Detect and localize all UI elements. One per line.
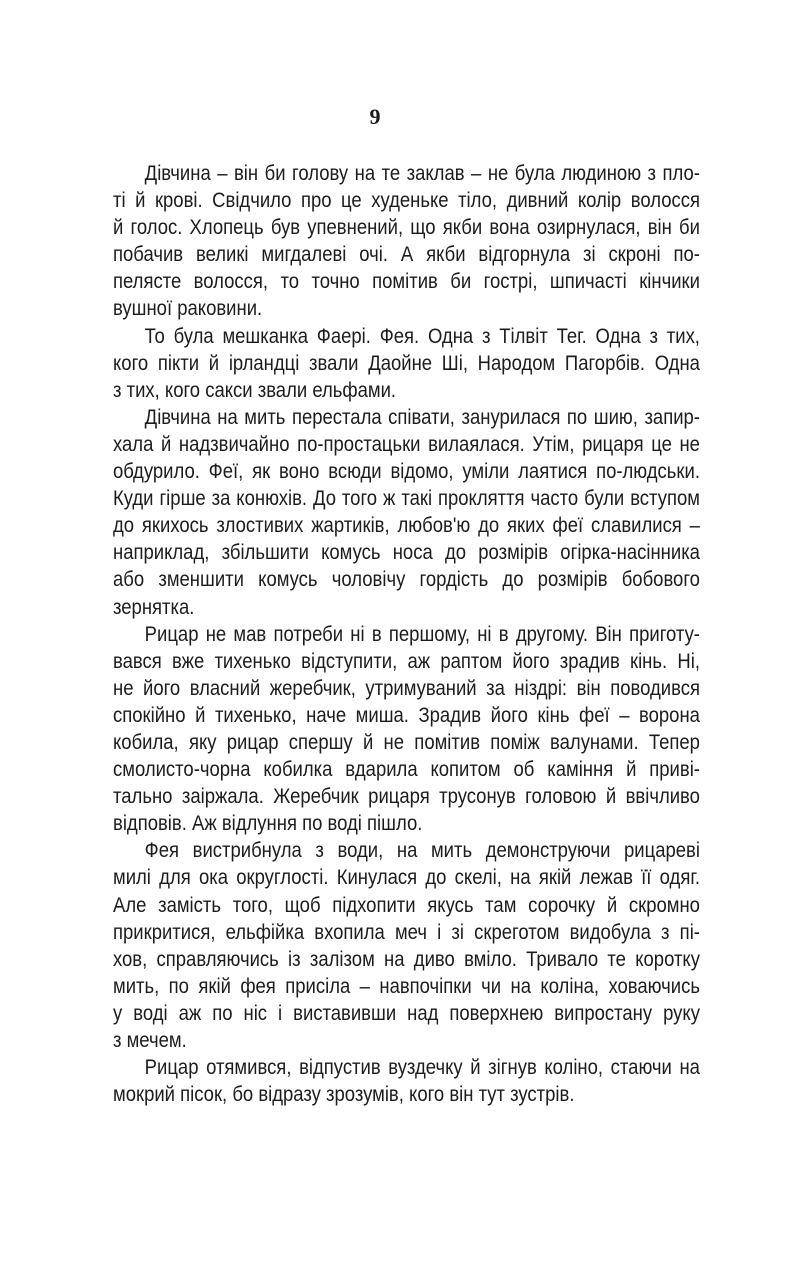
text-line: прикритися, ельфійка вхопила меч і зі скреготом видобула з пі- bbox=[113, 920, 700, 944]
text-line: хов, справляючись із залізом на диво вміло. Тривало те коротку bbox=[113, 947, 700, 971]
text-line: мить, по якій фея присіла – навпочіпки чи на коліна, ховаючись bbox=[113, 974, 700, 998]
text-line: Рицар отямився, відпустив вуздечку й зігнув коліно, стаючи на bbox=[144, 1056, 700, 1080]
text-line: Фея вистрибнула з води, на мить демонструючи рицареві bbox=[144, 839, 700, 863]
text-line: не його власний жеребчик, утримуваний за ніздрі: він поводився bbox=[113, 676, 700, 700]
paragraph bbox=[113, 323, 700, 404]
text-line: пелясте волосся, то точно помітив би гострі, шпичасті кінчики bbox=[113, 270, 700, 294]
text-line: побачив великі мигдалеві очі. А якби відгорнула зі скроні по- bbox=[113, 243, 700, 267]
text-line: до якихось злостивих жартиків, любов'ю до яких феї славилися – bbox=[113, 514, 700, 538]
text-line: Рицар не мав потреби ні в першому, ні в другому. Він приготу- bbox=[144, 622, 700, 646]
text-line: Куди гірше за конюхів. До того ж такі прокляття часто були вступом bbox=[113, 487, 700, 511]
text-line: вався вже тихенько відступити, аж раптом його зрадив кінь. Ні, bbox=[113, 649, 700, 673]
text-line: кого пікти й ірландці звали Даойне Ші, Народом Пагорбів. Одна bbox=[113, 351, 700, 375]
paragraph bbox=[113, 621, 700, 838]
text-line: з тих, кого сакси звали ельфами. bbox=[113, 378, 397, 402]
text-line: наприклад, збільшити комусь носа до розмірів огірка-насінника bbox=[113, 541, 700, 565]
paragraph bbox=[113, 160, 700, 323]
page-number: 9 bbox=[369, 104, 381, 129]
text-line: кобила, яку рицар спершу й не помітив поміж валунами. Тепер bbox=[113, 730, 700, 754]
text-line: відповів. Аж відлуння по воді пішло. bbox=[113, 812, 423, 836]
text-line: Дівчина – він би голову на те заклав – не була людиною з пло- bbox=[144, 162, 700, 185]
text-line: Дівчина на мить перестала співати, занурилася по шию, запир- bbox=[144, 405, 700, 429]
text-line: Але замість того, щоб підхопити якусь там сорочку й скромно bbox=[113, 893, 700, 917]
text-line: ті й крові. Свідчило про це худеньке тіло, дивний колір волосся bbox=[113, 189, 700, 213]
text-line: у воді аж по ніс і виставивши над поверхнею випростану руку bbox=[113, 1001, 700, 1025]
text-line: спокійно й тихенько, наче миша. Зрадив його кінь феї – ворона bbox=[113, 703, 700, 727]
text-line: обдурило. Феї, як воно всюди відомо, уміли лаятися по-людськи. bbox=[113, 460, 700, 484]
paragraph bbox=[113, 404, 700, 621]
text-line: зернятка. bbox=[113, 595, 195, 619]
text-line: хала й надзвичайно по-простацьки вилаялася. Утім, рицаря це не bbox=[113, 432, 700, 456]
text-line: смолисто-чорна кобилка вдарила копитом об каміння й приві- bbox=[113, 758, 700, 782]
text-line: вушної раковини. bbox=[113, 297, 263, 321]
paragraph bbox=[113, 837, 700, 1054]
text-line: То була мешканка Фаері. Фея. Одна з Тілвіт Тег. Одна з тих, bbox=[144, 324, 700, 348]
body-text bbox=[113, 160, 700, 1108]
text-line: або зменшити комусь чоловічу гордість до розмірів бобового bbox=[113, 568, 700, 592]
text-line: тально заіржала. Жеребчик рицаря трусонув головою й ввічливо bbox=[113, 785, 700, 809]
text-line: милі для ока округлості. Кинулася до скелі, на якій лежав її одяг. bbox=[113, 866, 700, 890]
paragraph bbox=[113, 1054, 700, 1108]
text-line: й голос. Хлопець був упевнений, що якби вона озирнулася, він би bbox=[113, 216, 700, 240]
text-line: мокрий пісок, бо відразу зрозумів, кого він тут зустрів. bbox=[113, 1083, 575, 1107]
text-line: з мечем. bbox=[113, 1029, 187, 1052]
